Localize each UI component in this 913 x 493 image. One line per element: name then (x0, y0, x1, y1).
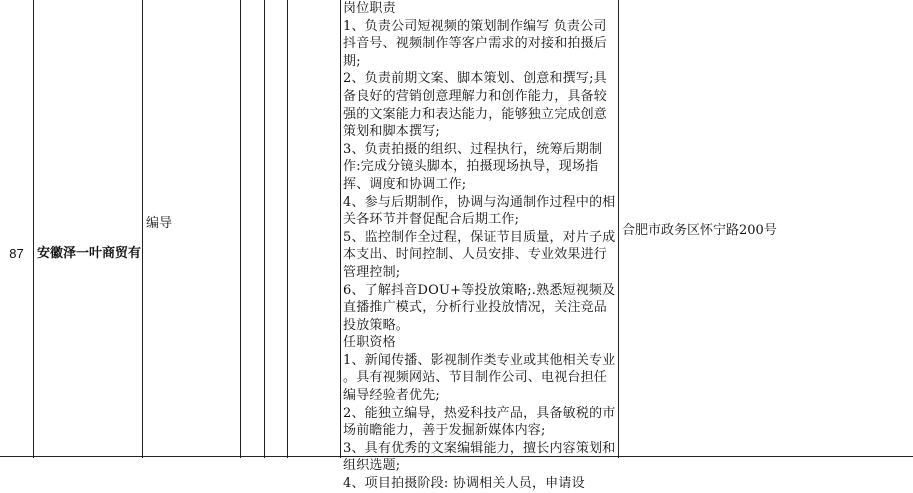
duties-line: 管理控制; (343, 264, 401, 280)
duties-line: 场前瞻能力，善于发掘新媒体内容; (343, 423, 546, 439)
duties-line: 5、监控制作全过程，保证节目质量，对片子成 (343, 229, 616, 245)
duties-line: 1、负责公司短视频的策划制作编写 负责公司 (343, 18, 607, 34)
column-divider (287, 0, 288, 458)
duties-line: 关各环节并督促配合后期工作; (343, 212, 520, 228)
column-divider (618, 0, 619, 458)
column-divider (33, 0, 34, 458)
duties-line: 6、了解抖音DOU+等投放策略;.熟悉短视频及 (343, 282, 616, 298)
duties-line: 挥、调度和协调工作; (343, 176, 467, 192)
company-name-cell[interactable]: 安徽泽一叶商贸有 (37, 246, 142, 261)
duties-line: 3、具有优秀的文案编辑能力，擅长内容策划和 (343, 440, 616, 456)
duties-line: 岗位职责 (343, 1, 396, 16)
duties-line: 直播推广模式，分析行业投放情况，关注竞品 (343, 300, 608, 316)
column-divider (340, 0, 341, 458)
duties-line: 4、参与后期制作，协调与沟通制作过程中的相 (343, 194, 616, 210)
duties-line: 策划和脚本撰写; (343, 124, 440, 140)
row-number-cell[interactable]: 87 (9, 246, 24, 261)
duties-line: 2、负责前期文案、脚本策划、创意和撰写;具 (343, 71, 607, 87)
position-title-cell[interactable]: 编导 (146, 216, 173, 231)
duties-line: 备良好的营销创意理解力和创作能力，具备较 (343, 88, 608, 104)
job-duties-cell[interactable] (343, 0, 618, 493)
duties-line: 组织选题; (343, 458, 401, 474)
work-address-cell[interactable]: 合肥市政务区怀宁路200号 (622, 223, 777, 238)
duties-line: 作:完成分镜头脚本，拍摄现场执导，现场指 (343, 159, 599, 175)
duties-line: 。具有视频网站、节目制作公司、电视台担任 (343, 370, 608, 386)
column-divider (142, 0, 143, 458)
duties-line: 编导经验者优先; (343, 388, 440, 404)
duties-line: 期; (343, 53, 361, 69)
duties-line: 4、项目拍摄阶段: 协调相关人员，申请设 (343, 476, 585, 492)
duties-line: 投放策略。 (343, 317, 410, 333)
duties-line: 本支出、时间控制、人员安排、专业效果进行 (343, 247, 608, 263)
column-divider (264, 0, 265, 458)
duties-line: 任职资格 (343, 335, 396, 351)
duties-line: 3、负责拍摄的组织、过程执行，统筹后期制 (343, 141, 603, 157)
duties-line: 强的文案能力和表达能力，能够独立完成创意 (343, 106, 608, 122)
column-divider (240, 0, 241, 458)
duties-line: 2、能独立编导，热爱科技产品，具备敏税的市 (343, 405, 616, 421)
duties-line: 抖音号、视频制作等客户需求的对接和拍摄后 (343, 36, 608, 52)
duties-line: 1、新闻传播、影视制作类专业或其他相关专业 (343, 352, 616, 368)
